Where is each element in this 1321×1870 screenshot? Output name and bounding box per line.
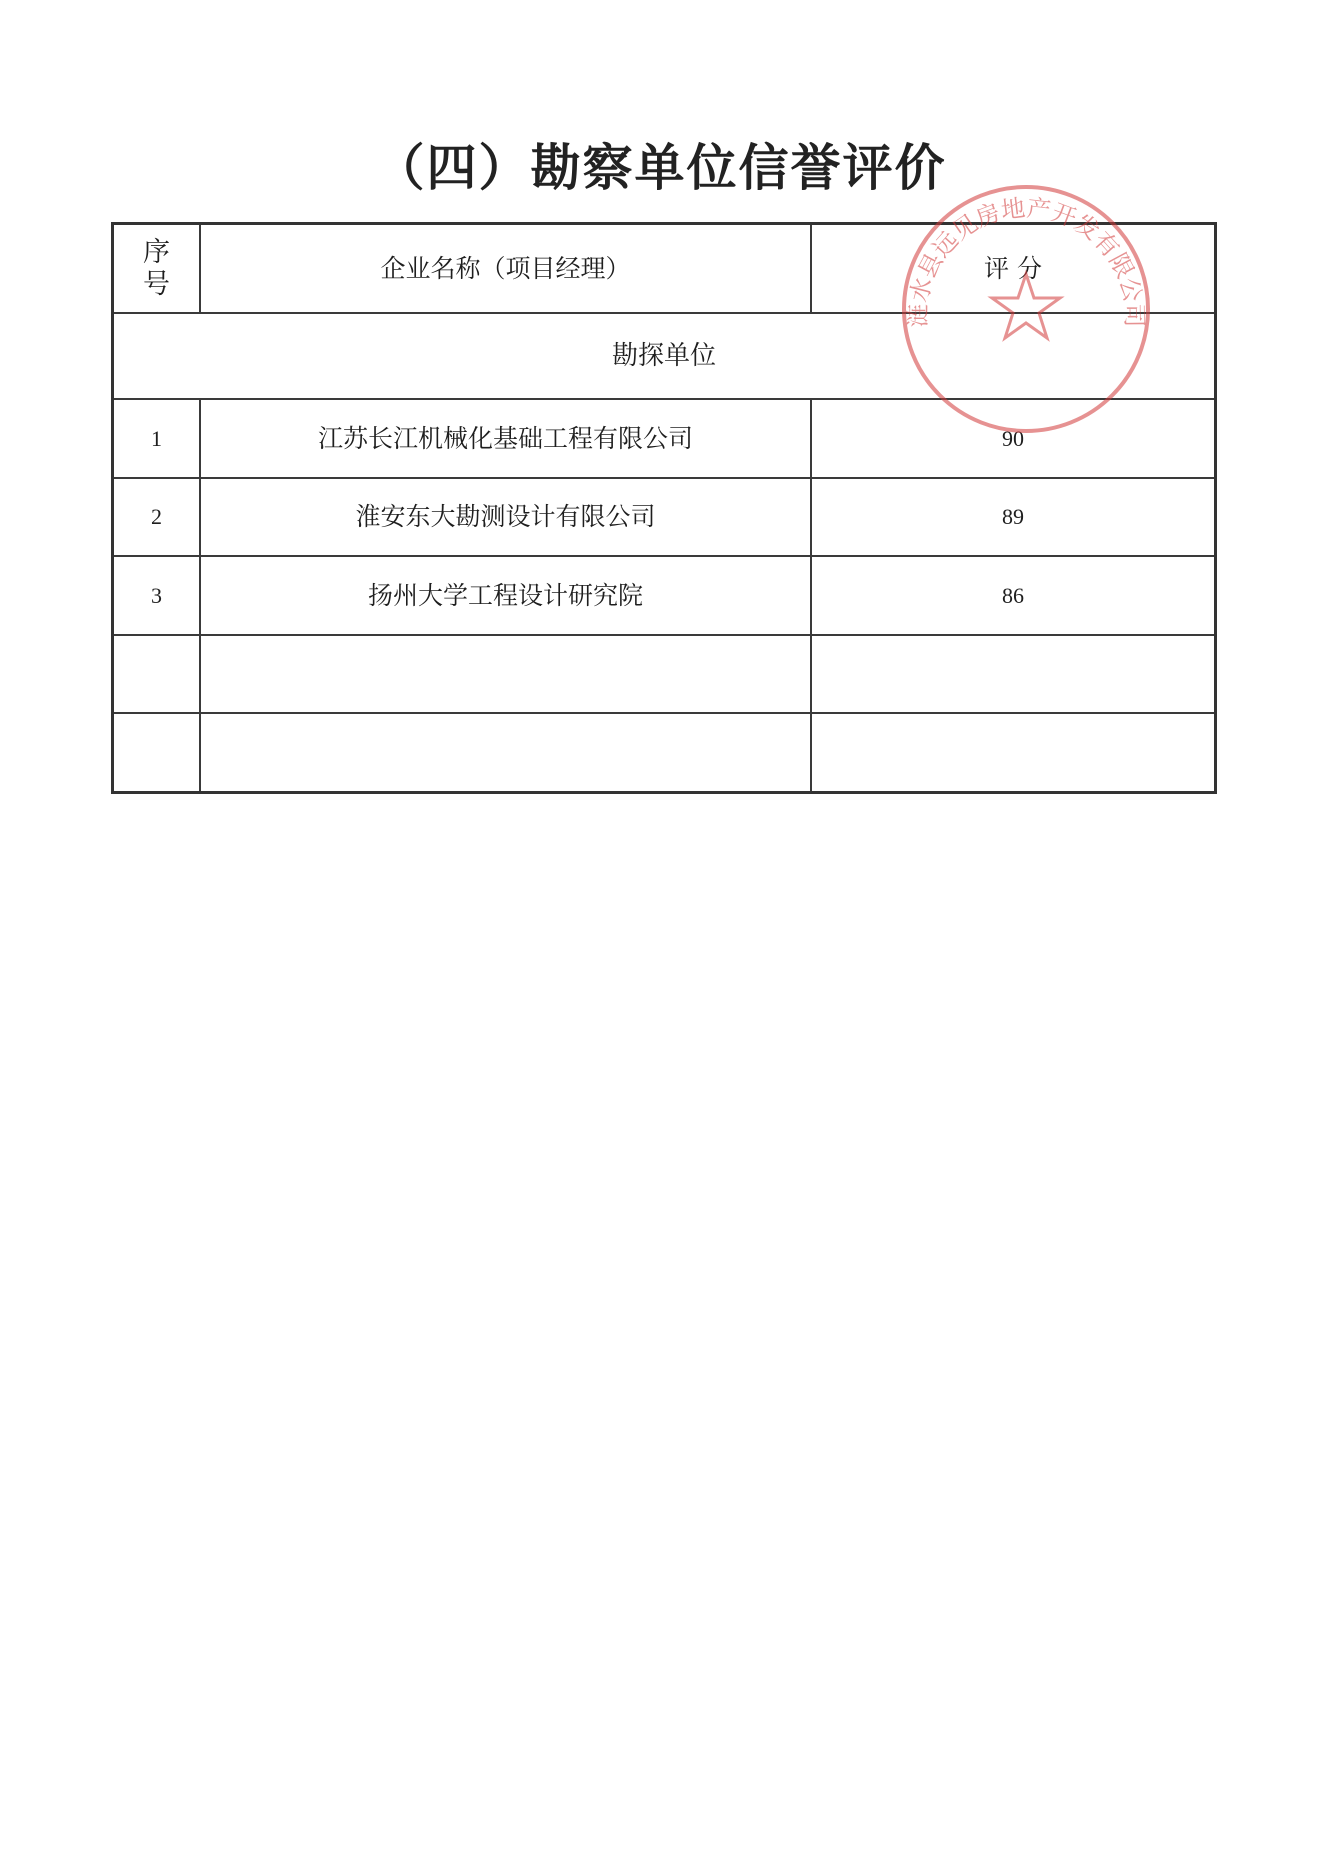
- row-score: 89: [1002, 504, 1024, 529]
- row-score: 86: [1002, 582, 1024, 608]
- section-label: 勘探单位: [611, 341, 716, 371]
- row-score: 90: [1002, 425, 1024, 451]
- row-seq: 1: [151, 425, 162, 451]
- header-seq: [114, 225, 199, 312]
- row-score: [812, 714, 1214, 791]
- row-company: [201, 636, 810, 712]
- row-seq: 2: [151, 504, 162, 529]
- seal-text: 涟水县远见房地产开发有限公司: [903, 193, 1149, 328]
- credit-evaluation-table: [111, 222, 1217, 794]
- row-seq: [114, 714, 199, 791]
- row-score: [812, 636, 1214, 712]
- header-company: 企业名称（项目经理）: [380, 253, 631, 283]
- row-seq: 3: [151, 582, 162, 608]
- header-seq-line1: 序: [143, 236, 170, 268]
- header-seq-line2: 号: [143, 268, 170, 300]
- row-company: 江苏长江机械化基础工程有限公司: [317, 423, 693, 453]
- row-company: 淮安东大勘测设计有限公司: [355, 502, 656, 531]
- row-company: 扬州大学工程设计研究院: [367, 580, 643, 610]
- row-company: [201, 714, 810, 791]
- page-title: （四）勘察单位信誉评价: [374, 139, 947, 197]
- header-score: 评 分: [984, 253, 1042, 283]
- row-seq: [114, 636, 199, 712]
